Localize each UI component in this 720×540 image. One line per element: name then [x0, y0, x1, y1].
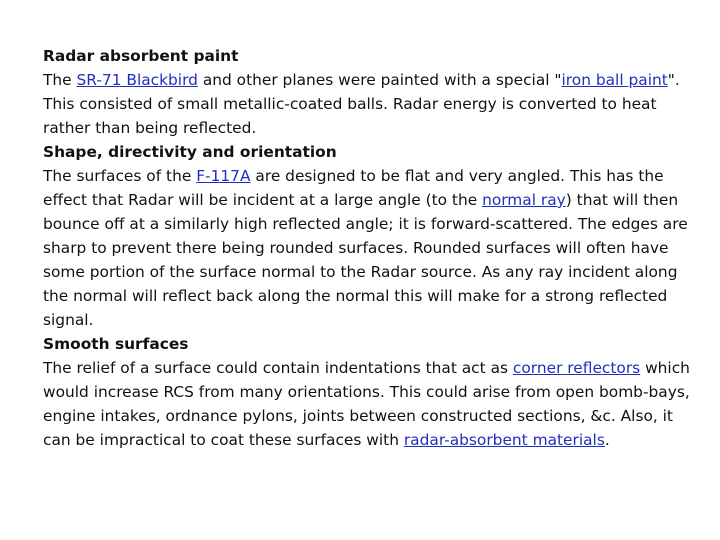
- link-iron-ball-paint[interactable]: iron ball paint: [561, 71, 668, 89]
- paragraph-text: The surfaces of the: [43, 167, 197, 185]
- section-paragraph-radar-absorbent-paint: [43, 68, 691, 140]
- text-body: [43, 44, 691, 452]
- link-f-117a[interactable]: F-117A: [196, 167, 251, 185]
- paragraph-text: which would increase RCS from many orientations. This could arise from open bomb-bays, engine intakes, ordnance pylons, joints between constructed sections, &c. Also, it can be impractical to coat these surfaces with: [43, 359, 690, 449]
- section-heading-smooth-surfaces: Smooth surfaces: [43, 335, 189, 353]
- paragraph-text: and other planes were painted with a special ": [197, 71, 562, 89]
- paragraph-text: are designed to be flat and very angled. This has the effect that Radar will be incident at a large angle (to the: [43, 167, 664, 209]
- paragraph-text: The: [43, 71, 77, 89]
- section-paragraph-shape-directivity: [43, 164, 691, 332]
- link-radar-absorbent-materials[interactable]: radar-absorbent materials: [403, 431, 605, 449]
- link-normal-ray[interactable]: normal ray: [482, 191, 566, 209]
- section-paragraph-smooth-surfaces: [43, 356, 691, 452]
- section-heading-radar-absorbent-paint: Radar absorbent paint: [43, 47, 239, 65]
- link-corner-reflectors[interactable]: corner reflectors: [512, 359, 641, 377]
- link-sr-71-blackbird[interactable]: SR-71 Blackbird: [76, 71, 198, 89]
- section-heading-shape-directivity: Shape, directivity and orientation: [43, 143, 337, 161]
- paragraph-text: .: [604, 431, 610, 449]
- paragraph-text: ". This consisted of small metallic-coated balls. Radar energy is converted to heat rather than being reflected.: [43, 71, 680, 137]
- paragraph-text: The relief of a surface could contain indentations that act as: [43, 359, 513, 377]
- paragraph-text: ) that will then bounce off at a similarly high reflected angle; it is forward-scattered. The edges are sharp to prevent there being rounded surfaces. Rounded surfaces will often have some portion of the surface normal to the Radar source. As any ray incident along the normal will reflect back along the normal this will make for a strong reflected signal.: [43, 191, 688, 329]
